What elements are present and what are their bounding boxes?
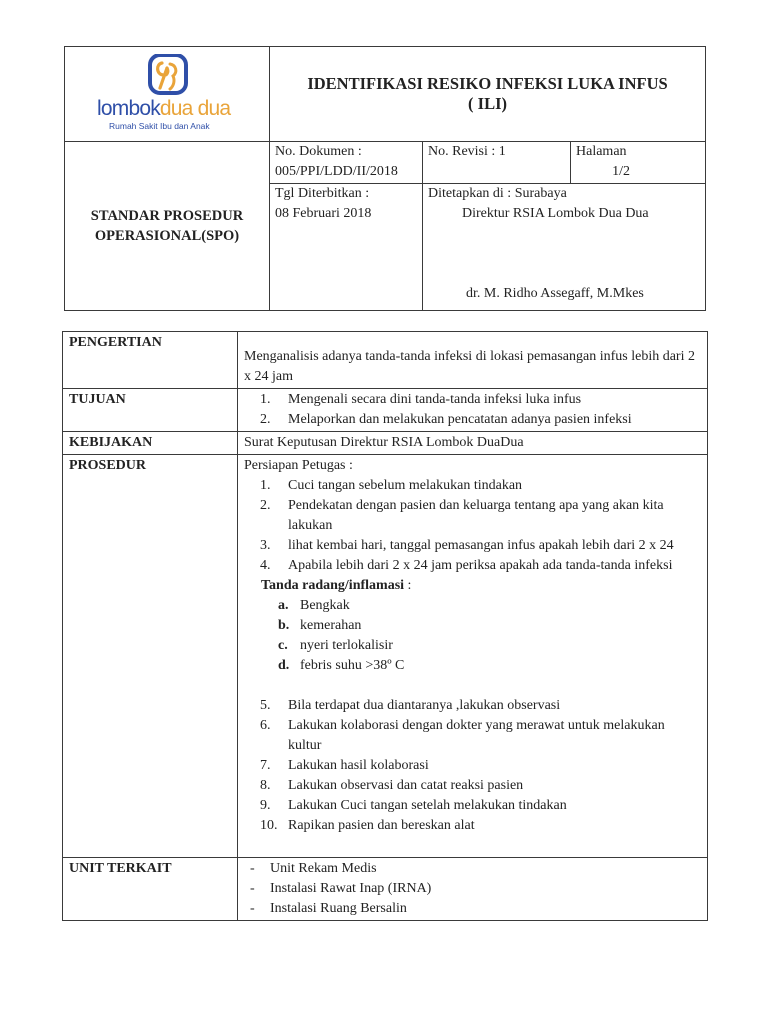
issued-date-cell: [270, 184, 423, 311]
logo-wordmark: lombokdua dua: [97, 97, 231, 120]
row-unit-terkait: [63, 858, 708, 921]
set-at-text: Ditetapkan di : Surabaya: [428, 186, 567, 201]
list-marker: 10.: [260, 818, 278, 833]
list-item-text: Lakukan observasi dan catat reaksi pasien: [288, 778, 524, 793]
list-item-text: Instalasi Ruang Bersalin: [270, 901, 407, 916]
list-item-text: Instalasi Rawat Inap (IRNA): [270, 881, 432, 896]
list-marker: b.: [278, 618, 290, 633]
procedure-table: [62, 331, 708, 921]
tujuan-item: [244, 410, 701, 430]
list-item-text: Lakukan hasil kolaborasi: [288, 758, 429, 773]
spo-line-2: OPERASIONAL(SPO): [94, 228, 240, 244]
list-item-text: Mengenali secara dini tanda-tanda infeksi luka infus: [288, 392, 582, 407]
list-marker: 1.: [260, 392, 271, 407]
inflammation-sign: [244, 596, 701, 616]
row-prosedur: [63, 455, 708, 858]
prosedur-step: [244, 716, 701, 756]
section-label: PROSEDUR: [63, 455, 238, 858]
list-marker: c.: [278, 638, 288, 653]
row-kebijakan: [63, 432, 708, 455]
unit-item: [244, 879, 701, 899]
prosedur-step: [244, 796, 701, 816]
doc-number-label: No. Dokumen :: [275, 144, 362, 159]
spo-label-cell: [65, 142, 270, 311]
signs-heading: Tanda radang/inflamasi :: [261, 578, 412, 593]
list-item-text: Melaporkan dan melakukan pencatatan adanya pasien infeksi: [288, 412, 632, 427]
unit-item: [244, 859, 701, 879]
kebijakan-text: Surat Keputusan Direktur RSIA Lombok DuaDua: [238, 432, 708, 455]
inflammation-sign: [244, 616, 701, 636]
prosedur-step: [244, 816, 701, 836]
unit-list: [238, 858, 708, 921]
director-title: Direktur RSIA Lombok Dua Dua: [462, 206, 649, 221]
prosedur-step: [244, 536, 701, 556]
hospital-logo: [65, 47, 270, 141]
inflammation-sign: [244, 636, 701, 656]
page-cell: [571, 142, 706, 184]
document-header-table: [64, 46, 706, 311]
list-item-text: Pendekatan dengan pasien dan keluarga tentang apa yang akan kita lakukan: [288, 498, 664, 533]
tujuan-list: [238, 389, 708, 432]
section-label: UNIT TERKAIT: [63, 858, 238, 921]
unit-item: [244, 899, 701, 919]
list-marker: 5.: [260, 698, 271, 713]
doc-number-value: 005/PPI/LDD/II/2018: [275, 164, 398, 179]
document-number-cell: [270, 142, 423, 184]
list-marker: 6.: [260, 718, 271, 733]
issued-label: Tgl Diterbitkan :: [275, 186, 370, 201]
list-item-text: Rapikan pasien dan bereskan alat: [288, 818, 475, 833]
list-marker: -: [250, 861, 255, 876]
page-value: 1/2: [612, 164, 631, 179]
director-name: dr. M. Ridho Assegaff, M.Mkes: [466, 286, 644, 301]
list-marker: 2.: [260, 412, 271, 427]
document-title: [270, 47, 706, 142]
revision-text: No. Revisi : 1: [428, 144, 506, 159]
list-marker: 9.: [260, 798, 271, 813]
list-item-text: nyeri terlokalisir: [300, 638, 393, 653]
title-line-1: IDENTIFIKASI RESIKO INFEKSI LUKA INFUS: [307, 74, 668, 93]
approval-cell: [423, 184, 706, 311]
logo-tagline: Rumah Sakit Ibu dan Anak: [109, 121, 210, 131]
issued-value: 08 Februari 2018: [275, 206, 372, 221]
prosedur-step: [244, 756, 701, 776]
tujuan-item: [244, 390, 701, 410]
page-label: Halaman: [576, 144, 627, 159]
row-pengertian: [63, 332, 708, 389]
section-label: KEBIJAKAN: [63, 432, 238, 455]
title-line-2: ( ILI): [468, 94, 507, 113]
list-item-text: Apabila lebih dari 2 x 24 jam periksa apakah ada tanda-tanda infeksi: [288, 558, 673, 573]
list-item-text: Bila terdapat dua diantaranya ,lakukan observasi: [288, 698, 561, 713]
spo-line-1: STANDAR PROSEDUR: [90, 208, 244, 224]
inflammation-sign: [244, 656, 701, 676]
list-item-text: febris suhu >38º C: [300, 658, 405, 673]
logo-cell: [65, 47, 270, 142]
prosedur-step: [244, 776, 701, 796]
list-marker: -: [250, 901, 255, 916]
prosedur-step: [244, 696, 701, 716]
logo-mark-icon: [148, 54, 188, 96]
prosedur-step: [244, 556, 701, 576]
list-item-text: Unit Rekam Medis: [270, 861, 377, 876]
list-item-text: Cuci tangan sebelum melakukan tindakan: [288, 478, 523, 493]
list-item-text: lihat kembai hari, tanggal pemasangan infus apakah lebih dari 2 x 24: [288, 538, 674, 553]
list-marker: 1.: [260, 478, 271, 493]
list-item-text: Bengkak: [300, 598, 350, 613]
list-item-text: Lakukan Cuci tangan setelah melakukan tindakan: [288, 798, 567, 813]
list-marker: 8.: [260, 778, 271, 793]
list-marker: 3.: [260, 538, 271, 553]
list-item-text: Lakukan kolaborasi dengan dokter yang merawat untuk melakukan kultur: [288, 718, 665, 753]
row-tujuan: [63, 389, 708, 432]
revision-cell: [423, 142, 571, 184]
list-marker: 4.: [260, 558, 271, 573]
list-marker: 2.: [260, 498, 271, 513]
list-marker: d.: [278, 658, 290, 673]
prosedur-body: [238, 455, 708, 858]
list-marker: -: [250, 881, 255, 896]
list-item-text: kemerahan: [300, 618, 362, 633]
section-label: PENGERTIAN: [63, 332, 238, 389]
prosedur-step: [244, 496, 701, 536]
section-label: TUJUAN: [63, 389, 238, 432]
pengertian-body: Menganalisis adanya tanda-tanda infeksi di lokasi pemasangan infus lebih dari 2 x 24 jam: [244, 349, 695, 384]
prosedur-step: [244, 476, 701, 496]
list-marker: a.: [278, 598, 289, 613]
pengertian-text: [238, 332, 708, 389]
list-marker: 7.: [260, 758, 271, 773]
prosedur-intro: Persiapan Petugas :: [244, 458, 353, 473]
